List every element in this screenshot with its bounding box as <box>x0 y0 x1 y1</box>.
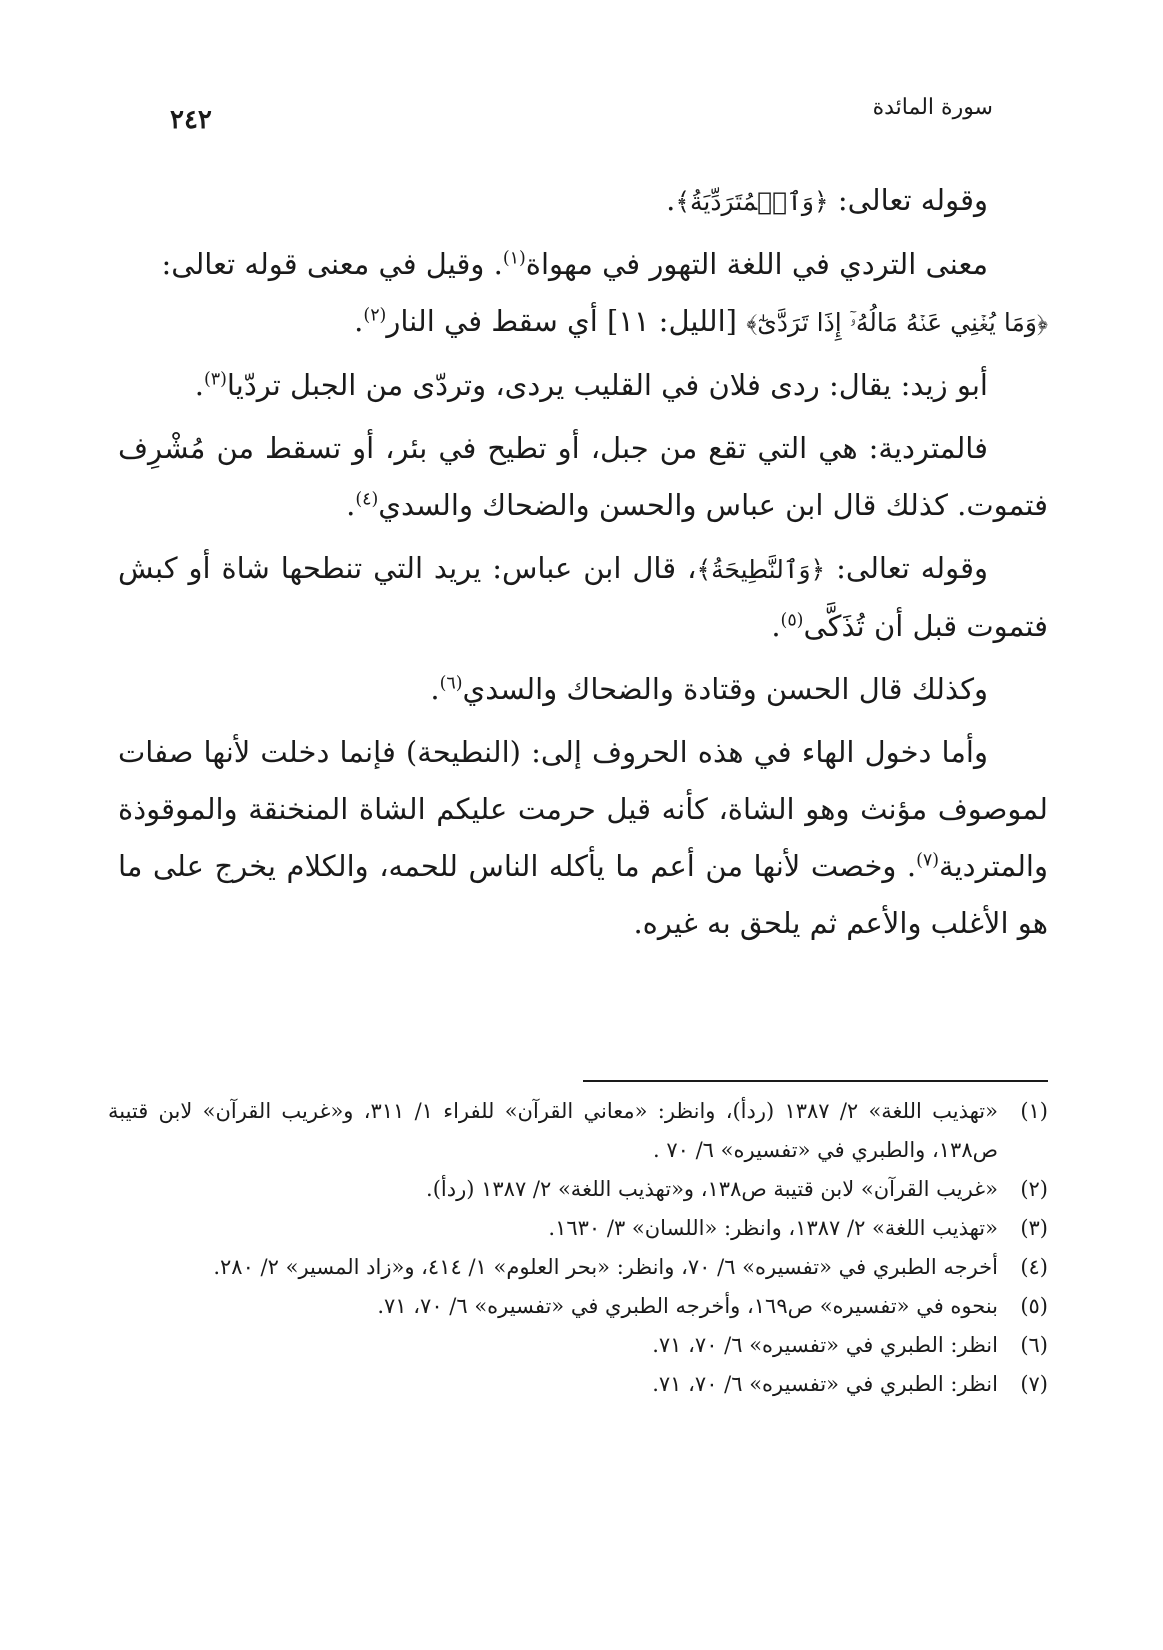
paragraph-6 <box>118 661 1048 718</box>
paragraph-5 <box>118 540 1048 655</box>
footnote-number: (١) <box>1020 1099 1048 1123</box>
footnote-ref: (٥) <box>780 610 804 631</box>
quran-quote: ﴿وَمَا يُغۡنِي عَنۡهُ مَالُهُۥٓ إِذَا تَرَدَّىٰٓ﴾ <box>746 308 1048 337</box>
footnote-ref: (٤) <box>355 489 379 510</box>
footnote-text: «غريب القرآن» لابن قتيبة ص١٣٨، و«تهذيب اللغة» ٢/ ١٣٨٧ (ردأ). <box>426 1177 998 1201</box>
footnote-ref: (٧) <box>916 850 940 871</box>
running-header <box>170 95 993 145</box>
footnote-ref: (٦) <box>439 673 463 694</box>
quran-quote: ﴿وَٱلنَّطِيحَةُ﴾ <box>696 555 826 584</box>
paragraph-4 <box>118 420 1048 534</box>
footnote <box>108 1326 1048 1365</box>
paragraph-2 <box>118 236 1048 351</box>
text-run: ، قال ابن عباس: يريد التي تنطحها شاة أو كبش فتموت قبل أن تُذَكَّى <box>118 551 1048 643</box>
footnotes <box>108 1092 1048 1404</box>
text-run: أبو زيد: يقال: ردى فلان في القليب يردى، وتردّى من الجبل تردّيا <box>226 368 988 402</box>
footnote-text: «تهذيب اللغة» ٢/ ١٣٨٧ (ردأ)، وانظر: «معاني القرآن» للفراء ١/ ٣١١، و«غريب القرآن» لابن قتيبة ص١٣٨، والطبري في «تفسيره» ٦/ ٧٠ . <box>108 1099 998 1162</box>
footnote <box>108 1209 1048 1248</box>
paragraph-7 <box>118 724 1048 952</box>
footnote-text: انظر: الطبري في «تفسيره» ٦/ ٧٠، ٧١. <box>652 1333 998 1357</box>
footnote-number: (٢) <box>1020 1177 1048 1201</box>
footnote-number: (٥) <box>1020 1294 1048 1318</box>
text-run: وقوله تعالى: <box>825 551 988 585</box>
footnote <box>108 1287 1048 1326</box>
footnote-text: بنحوه في «تفسيره» ص١٦٩، وأخرجه الطبري في «تفسيره» ٦/ ٧٠، ٧١. <box>377 1294 998 1318</box>
footnote-text: «تهذيب اللغة» ٢/ ١٣٨٧، وانظر: «اللسان» ٣/ ١٦٣٠. <box>548 1216 998 1240</box>
footnote-number: (٤) <box>1020 1255 1048 1279</box>
chapter-title: سورة المائدة <box>872 95 993 120</box>
footnote <box>108 1170 1048 1209</box>
footnote-text: أخرجه الطبري في «تفسيره» ٦/ ٧٠، وانظر: «بحر العلوم» ١/ ٤١٤، و«زاد المسير» ٢/ ٢٨٠. <box>213 1255 998 1279</box>
footnote-ref: (٢) <box>363 305 387 326</box>
footnote-number: (٣) <box>1020 1216 1048 1240</box>
text-run: [الليل: ١١] أي سقط في النار <box>386 304 747 338</box>
text-run: معنى التردي في اللغة التهور في مهواة <box>525 247 988 281</box>
footnote <box>108 1092 1048 1170</box>
text-run: . <box>354 304 364 338</box>
text-run: . وخصت لأنها من أعم ما يأكله الناس للحمه، والكلام يخرج على ما هو الأغلب والأعم ثم يلحق به غيره. <box>118 849 1048 940</box>
text-run: وكذلك قال الحسن وقتادة والضحاك والسدي <box>462 672 988 706</box>
text-run: . وقيل في معنى قوله تعالى: <box>161 247 503 281</box>
footnote-ref: (١) <box>502 248 526 269</box>
text-run: . <box>346 488 356 522</box>
paragraph-1 <box>118 172 1048 230</box>
text-run: . <box>771 609 781 643</box>
text-run: . <box>430 672 440 706</box>
footnote <box>108 1365 1048 1404</box>
footnote-text: انظر: الطبري في «تفسيره» ٦/ ٧٠، ٧١. <box>652 1372 998 1396</box>
main-text <box>118 172 1048 958</box>
quran-quote: ﴿وَٱلۡمُتَرَدِّيَةُ﴾ <box>675 187 829 216</box>
text-run: وقوله تعالى: <box>828 183 988 217</box>
text-run: وأما دخول الهاء في هذه الحروف إلى: (النطيحة) فإنما دخلت لأنها صفات لموصوف مؤنث وهو الشاة، كأنه قيل حرمت عليكم الشاة المنخنقة والموقوذة والمتردية <box>118 735 1048 883</box>
text-run: . <box>666 183 676 217</box>
footnote-number: (٧) <box>1020 1372 1048 1396</box>
footnote-number: (٦) <box>1020 1333 1048 1357</box>
text-run: . <box>194 368 204 402</box>
page-number: ٢٤٢ <box>170 105 212 135</box>
footnote-ref: (٣) <box>203 369 227 390</box>
footnote <box>108 1248 1048 1287</box>
paragraph-3 <box>118 357 1048 414</box>
text-run: فالمتردية: هي التي تقع من جبل، أو تطيح في بئر، أو تسقط من مُشْرِف فتموت. كذلك قال ابن عباس والحسن والضحاك والسدي <box>118 431 1048 522</box>
footnote-divider <box>583 1080 1048 1082</box>
